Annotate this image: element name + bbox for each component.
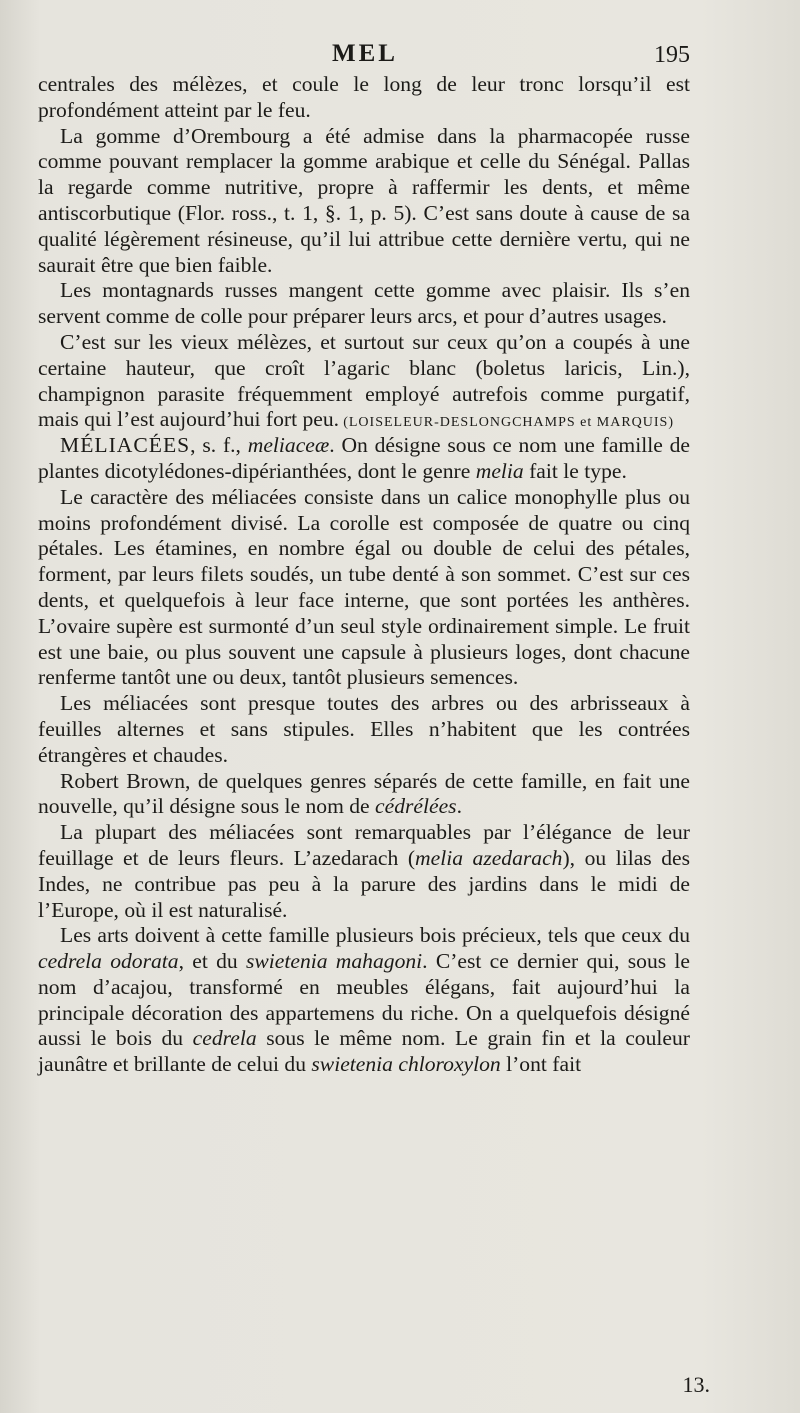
latin-term: cedrela odorata — [38, 949, 179, 974]
text-run: , et du — [178, 949, 246, 974]
entry-latin: meliaceæ — [247, 433, 330, 458]
entry-grammar: , s. f., — [190, 433, 248, 458]
page-number: 195 — [654, 42, 690, 68]
paragraph: Les méliacées sont presque toutes des arbres ou des arbrisseaux à feuilles alternes et sans stipules. Elles n’habitent que les contrées étrangères et chaudes. — [38, 691, 690, 767]
sheet-signature: 13. — [682, 1372, 710, 1397]
entry-headword: MÉLIACÉES — [60, 433, 191, 458]
text-run: ), ou lilas des Indes, ne contribue pas peu à la parure des jardins dans le midi de l’Europe, où il est naturalisé. — [38, 845, 690, 922]
paragraph: Le caractère des méliacées consiste dans un calice monophylle plus ou moins profondément divisé. La corolle est composée de quatre ou cinq pétales. Les étamines, en nombre égal ou double de celui des pétales, forment, par leurs filets soudés, un tube denté à son sommet. C’est sur ces dents, et quelquefois à leur face interne, que sont portées les anthères. L’ovaire supère est surmonté d’un seul style ordinairement simple. Le fruit est une baie, ou plus souvent une capsule à plusieurs loges, dont chacune renferme tantôt une ou deux, tantôt plusieurs semences. — [38, 484, 690, 690]
paragraph — [38, 769, 690, 821]
text-run: Robert Brown, de quelques genres séparés de cette famille, en fait une nouvelle, qu’il désigne sous le nom de — [38, 768, 690, 819]
latin-term: cédrélées — [375, 794, 457, 819]
latin-term: swietenia mahagoni — [245, 949, 423, 974]
text-run: La plupart des méliacées sont remarquables par l’élégance de leur feuillage et de leurs fleurs. L’azedarach ( — [38, 820, 690, 870]
text-run: l’ont fait — [500, 1052, 582, 1077]
text-run: sous le même nom. Le grain fin et la couleur jaunâtre et brillante de celui du — [38, 1026, 690, 1077]
paragraph — [38, 820, 690, 923]
paragraph: Les montagnards russes mangent cette gomme avec plaisir. Ils s’en servent comme de colle pour préparer leurs arcs, et pour d’autres usages. — [38, 278, 690, 329]
paragraph: C’est sur les vieux mélèzes, et surtout sur ceux qu’on a coupés à une certaine hauteur, que croît l’agaric blanc (boletus laricis, Lin.), champignon parasite fréquemment employé autrefois comme purgatif, mais qui l’est aujourd’hui fort peu. — [38, 329, 690, 432]
latin-term: swietenia chloroxylon — [311, 1052, 501, 1077]
entry-definition: . On désigne sous ce nom une famille de plantes dicotylédones-dipérianthées, dont le genre — [38, 433, 690, 483]
entry-definition-end: fait le type. — [523, 458, 627, 483]
text-run: Les arts doivent à cette famille plusieurs bois précieux, tels que ceux du — [60, 923, 690, 948]
latin-term: cedrela — [192, 1026, 257, 1051]
paragraph: La gomme d’Orembourg a été admise dans la pharmacopée russe comme pouvant remplacer la gomme arabique et celle du Sénégal. Pallas la regarde comme nutritive, propre à raffermir les dents, et même antiscorbutique (Flor. ross., t. 1, §. 1, p. 5). C’est sans doute à cause de sa qualité légèrement résineuse, qu’il lui attribue cette dernière vertu, qui ne saurait être que bien faible. — [38, 123, 690, 277]
page-body — [38, 72, 690, 1078]
dictionary-entry — [38, 433, 690, 485]
paragraph: centrales des mélèzes, et coule le long de leur tronc lorsqu’il est profondément atteint par le feu. — [38, 72, 690, 122]
author-signature: (LOISELEUR-DESLONGCHAMPS et MARQUIS) — [343, 415, 674, 431]
text-run: . — [456, 794, 462, 819]
latin-term: melia azedarach — [415, 845, 563, 870]
paragraph — [38, 923, 690, 1078]
running-head: MEL — [332, 40, 398, 67]
text-run: . C’est ce dernier qui, sous le nom d’acajou, transformé en meubles élégans, fait aujourd’hui la principale décoration des appartemens du riche. On a quelquefois désigné aussi le bois du — [38, 949, 690, 1051]
entry-genus: melia — [475, 458, 524, 483]
